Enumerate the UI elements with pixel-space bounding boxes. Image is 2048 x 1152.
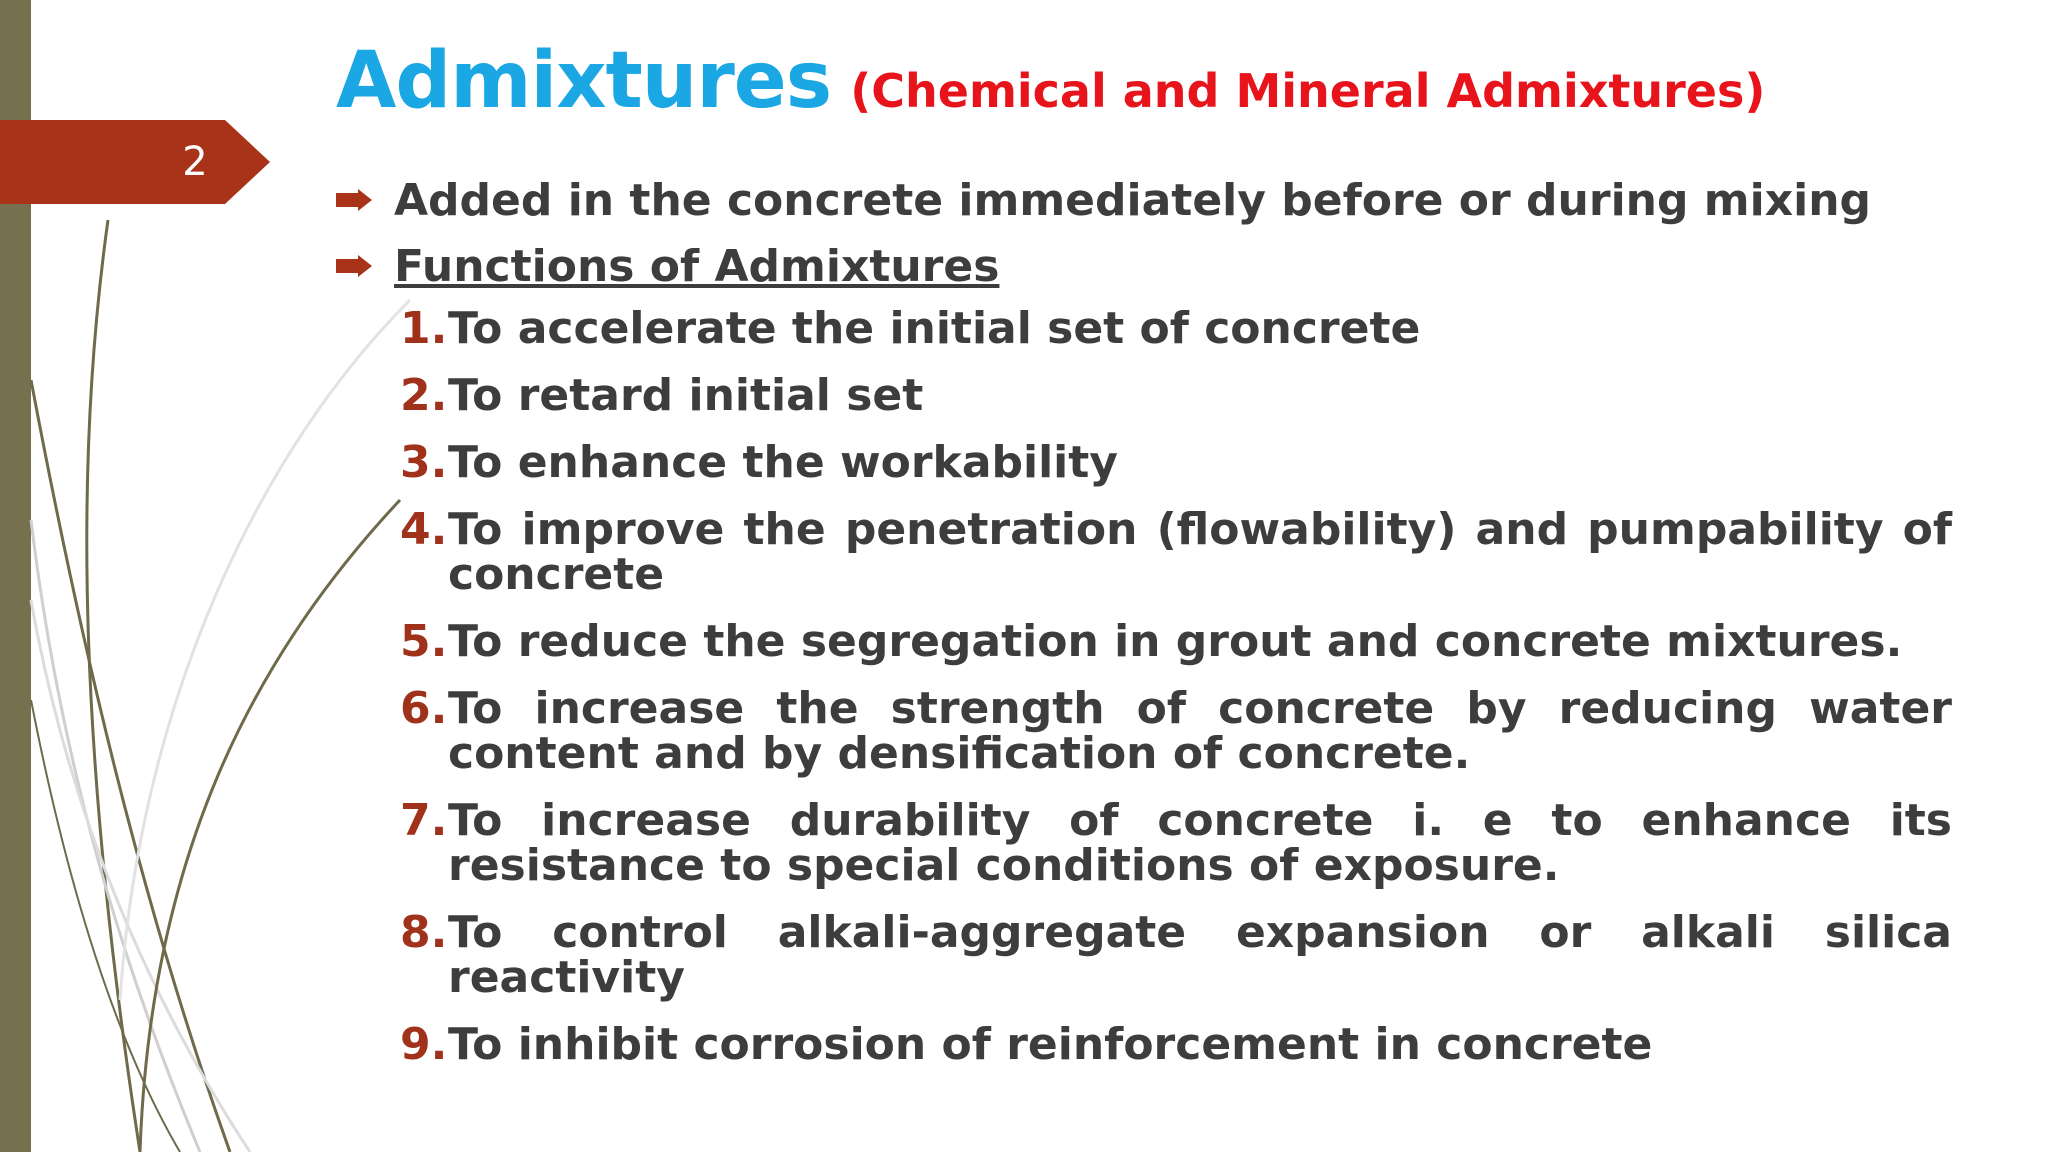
- list-text: To enhance the workability: [448, 437, 1118, 488]
- bullet-text: Added in the concrete immediately before or during mixing: [394, 175, 1872, 226]
- bullet-item: [336, 168, 1952, 234]
- slide-subtitle: (Chemical and Mineral Admixtures): [850, 64, 1766, 118]
- list-text: To reduce the segregation in grout and concrete mixtures.: [448, 616, 1903, 667]
- list-text: To increase durability of concrete i. e to enhance its resistance to special conditions of exposure.: [448, 795, 1952, 891]
- list-text: To control alkali-aggregate expansion or alkali silica reactivity: [448, 907, 1952, 1003]
- list-number: 2.: [400, 370, 448, 421]
- slide-number: 2: [182, 139, 208, 185]
- list-item: [336, 370, 1952, 421]
- list-item: [336, 907, 1952, 1003]
- list-item: [336, 683, 1952, 779]
- list-item: [336, 303, 1952, 354]
- list-number: 5.: [400, 616, 448, 667]
- list-number: 1.: [400, 303, 448, 354]
- title-row: [336, 36, 1765, 126]
- arrow-bullet-icon: [336, 255, 372, 277]
- bullet-text-heading: Functions of Admixtures: [394, 241, 1000, 292]
- list-number: 3.: [400, 437, 448, 488]
- list-text: To increase the strength of concrete by reducing water content and by densification of concrete.: [448, 683, 1952, 779]
- list-number: 7.: [400, 795, 448, 846]
- bullet-item: [336, 234, 1952, 300]
- list-number: 4.: [400, 504, 448, 555]
- list-item: [336, 795, 1952, 891]
- list-text: To retard initial set: [448, 370, 924, 421]
- arrow-bullet-icon: [336, 189, 372, 211]
- list-text: To improve the penetration (flowability) and pumpability of concrete: [448, 504, 1952, 600]
- list-number: 8.: [400, 907, 448, 958]
- slide-content: [336, 168, 1952, 1089]
- list-text: To accelerate the initial set of concrete: [448, 303, 1421, 354]
- list-number: 9.: [400, 1019, 448, 1070]
- list-item: [336, 437, 1952, 488]
- list-item: [336, 504, 1952, 600]
- list-item: [336, 1019, 1952, 1070]
- functions-list: [336, 303, 1952, 1070]
- list-item: [336, 616, 1952, 667]
- list-text: To inhibit corrosion of reinforcement in concrete: [448, 1019, 1653, 1070]
- list-number: 6.: [400, 683, 448, 734]
- slide-title: Admixtures: [336, 36, 832, 126]
